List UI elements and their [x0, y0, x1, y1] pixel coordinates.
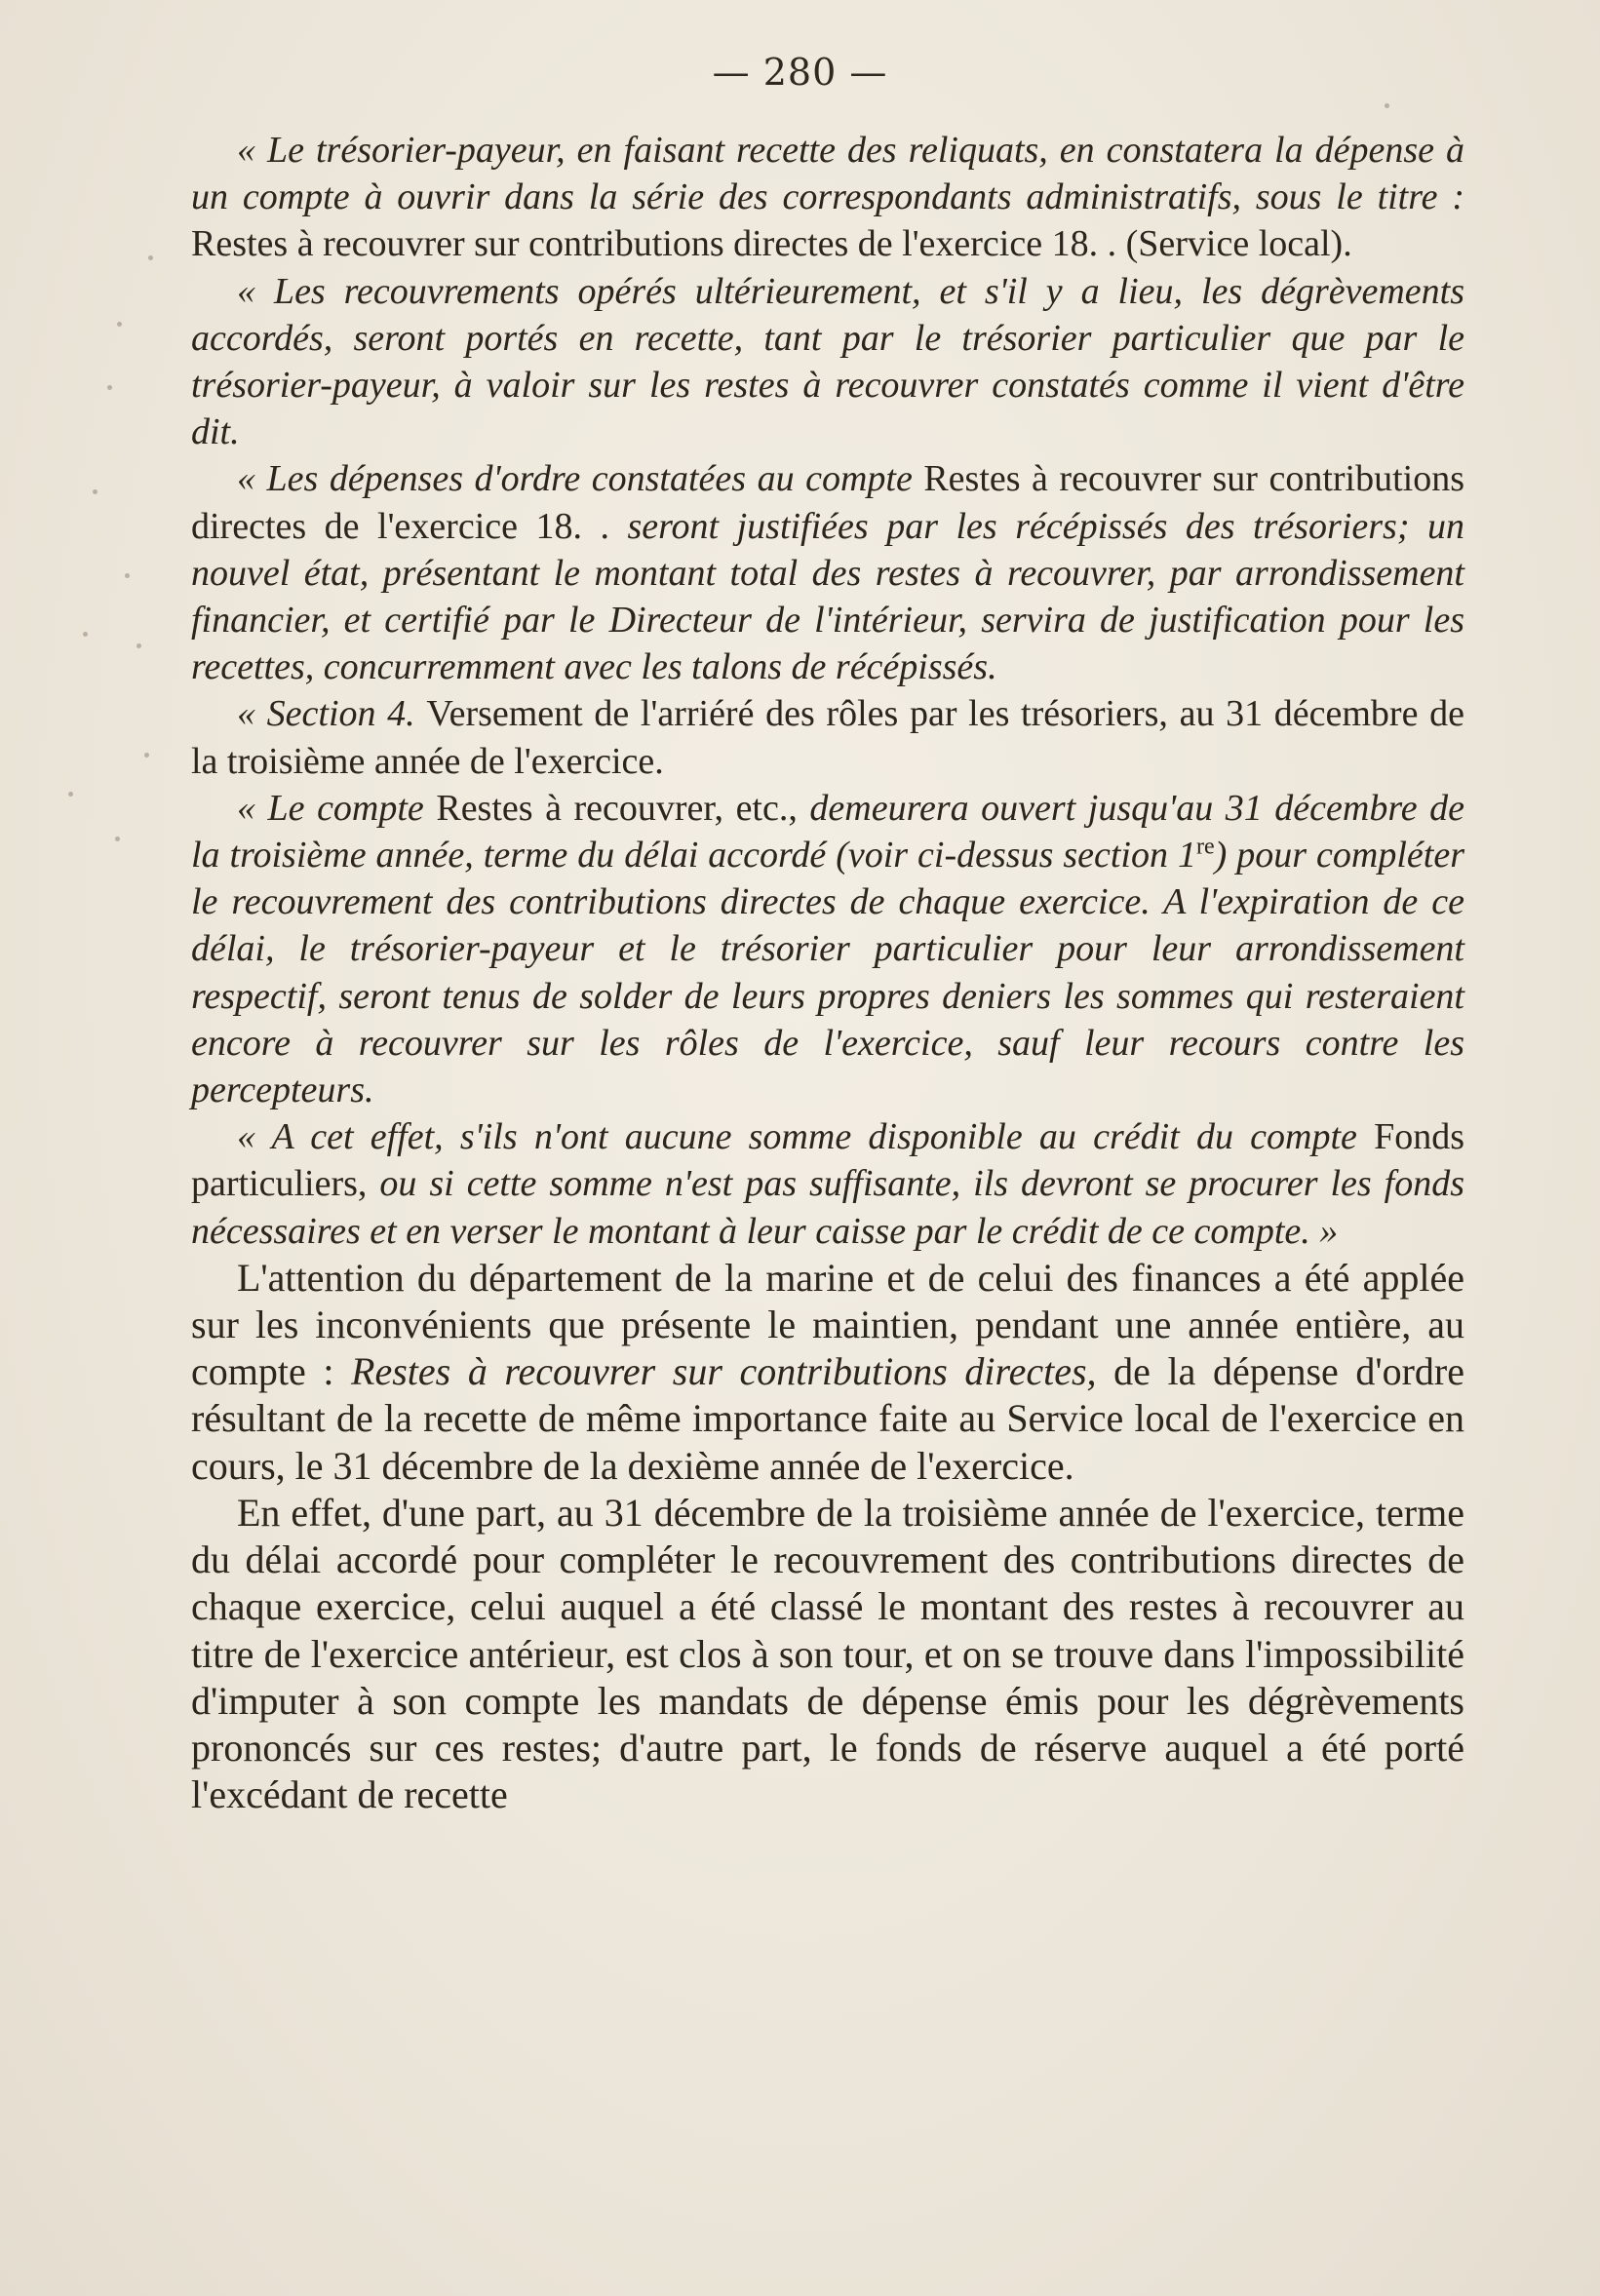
page-number: — 280 —: [712, 51, 888, 94]
quoted-paragraph: [191, 1113, 1464, 1255]
roman-segment: En effet, d'une part, au 31 décembre de la troisième année de l'exercice, terme du délai accordé pour compléter le recouvrement des contributions directes de chaque exercice, celui auquel a été classé le montant des restes à recouvrer au titre de l'exercice antérieur, est clos à son tour, et on se trouve dans l'impossibilité d'imputer à son compte les mandats de dépense émis pour les dégrèvements prononcés sur ces restes; d'autre part, le fonds de réserve auquel a été porté l'excédant de recette: [191, 1490, 1464, 1817]
italic-segment: « Les recouvrements opérés ultérieurement, et s'il y a lieu, les dégrèvements accordés, seront portés en recette, tant par le trésorier particulier que par le trésorier-payeur, à valoir sur les restes à recouvrer constatés comme il vient d'être dit.: [191, 270, 1464, 453]
italic-segment: seront justifiées par les récépissés des trésoriers; un nouvel état, présentant le montant total des restes à recouvrer, par arrondissement financier, et certifié par le Directeur de l'intérieur, servira de justification pour les recettes, concurremment avec les talons de récépissés.: [191, 505, 1464, 688]
roman-segment: Restes à recouvrer, etc.,: [436, 787, 810, 829]
quoted-paragraph: [191, 455, 1464, 690]
quoted-paragraph: [191, 690, 1464, 784]
italic-segment: demeurera ouvert jusqu'au 31 décembre de la troisième année, terme du délai accordé (voir ci-dessus section 1: [191, 787, 1464, 876]
body-paragraph: [191, 1255, 1464, 1490]
body-paragraph: [191, 1490, 1464, 1818]
roman-segment: Versement de l'arriéré des rôles par les trésoriers, au 31 décembre de la troisième année de l'exercice.: [191, 693, 1464, 782]
roman-segment: de la dépense d'ordre résultant de la recette de même importance faite au Service local de l'exercice en cours, le 31 décembre de la dexième année de l'exercice.: [191, 1349, 1464, 1488]
italic-segment: « Le trésorier-payeur, en faisant recette des reliquats, en constatera la dépense à un compte à ouvrir dans la série des correspondants administratifs, sous le titre :: [191, 130, 1464, 218]
roman-segment: Fonds particuliers,: [191, 1116, 1464, 1205]
quoted-paragraph: [191, 268, 1464, 456]
italic-segment: « Le compte: [237, 787, 437, 829]
roman-segment: Restes à recouvrer sur contributions directes de l'exercice 18. .: [191, 458, 1465, 547]
italic-segment: « A cet effet, s'ils n'ont aucune somme disponible au crédit du compte: [237, 1116, 1375, 1158]
quoted-paragraph: [191, 785, 1464, 1113]
italic-segment: ou si cette somme n'est pas suffisante, ils devront se procurer les fonds nécessaires et en verser le montant à leur caisse par le crédit de ce compte. »: [191, 1163, 1464, 1252]
roman-segment: L'attention du département de la marine et de celui des finances a été applée sur les inconvénients que présente le maintien, pendant une année entière, au compte :: [191, 1255, 1464, 1394]
italic-segment: Restes à recouvrer sur contributions directes,: [351, 1349, 1114, 1394]
italic-segment: « Les dépenses d'ordre constatées au compte: [237, 458, 924, 500]
roman-segment: Restes à recouvrer sur contributions directes de l'exercice 18. . (Service local).: [191, 223, 1352, 265]
superscript: re: [1195, 834, 1215, 860]
body-text: [191, 127, 1464, 1818]
quoted-paragraph: [191, 127, 1464, 268]
italic-segment: « Section 4.: [237, 693, 427, 735]
italic-segment: ) pour compléter le recouvrement des contributions directes de chaque exercice. A l'expiration de ce délai, le trésorier-payeur et le trésorier particulier pour leur arrondissement respectif, seront tenus de solder de leurs propres deniers les sommes qui resteraient encore à recouvrer sur les rôles de l'exercice, sauf leur recours contre les percepteurs.: [191, 835, 1465, 1111]
